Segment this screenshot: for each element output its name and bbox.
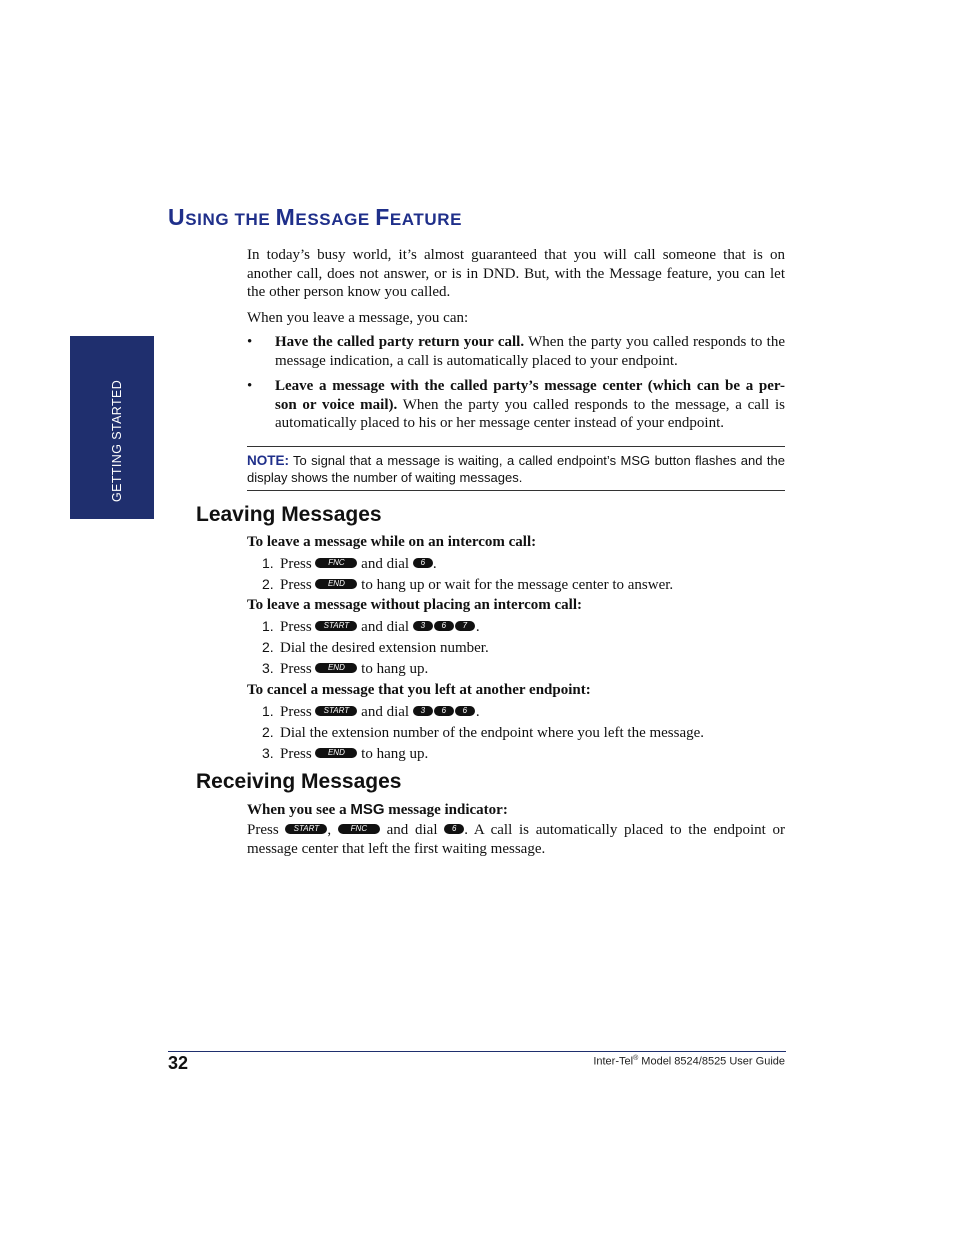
digit-7-key-icon: 7	[455, 621, 475, 631]
bullet-icon: •	[247, 334, 253, 350]
start-key-icon: START	[315, 706, 357, 716]
end-key-icon: END	[315, 663, 357, 673]
note-label: NOTE:	[247, 453, 289, 468]
receiving-paragraph: Press START , FNC and dial 6 . A call is automatically placed to the endpoint or message center that left the first waiting message.	[247, 822, 786, 857]
step: 1. Press START and dial 3 6 7 .	[262, 618, 480, 635]
procedure-heading: When you see a MSG message indicator:	[247, 801, 508, 818]
list-item: • Have the called party return your call. When the party you called responds to the message indication, a call is automatically placed to your endpoint.	[247, 334, 785, 369]
chapter-tab-label: GETTING STARTED	[110, 379, 124, 502]
step: 1. Press START and dial 3 6 6 .	[262, 703, 480, 720]
footer-rule	[168, 1051, 786, 1052]
fnc-key-icon: FNC	[338, 824, 380, 834]
step: 2. Press END to hang up or wait for the message center to answer.	[262, 576, 674, 593]
step: 1. Press FNC and dial 6 .	[262, 555, 437, 572]
step: 2. Dial the desired extension number.	[262, 639, 489, 656]
list-item: • Leave a message with the called party’s message center (which can be a per- son or voice mail). When the party you called responds to the message, a call is automatically placed to his or her message center instead of your endpoint.	[247, 378, 785, 431]
digit-6-key-icon: 6	[434, 706, 454, 716]
heading-receiving-messages: Receiving Messages	[196, 770, 402, 793]
digit-3-key-icon: 3	[413, 706, 433, 716]
digit-6-key-icon: 6	[434, 621, 454, 631]
note-box	[247, 446, 785, 491]
end-key-icon: END	[315, 748, 357, 758]
procedure-heading: To leave a message while on an intercom call:	[247, 534, 537, 550]
start-key-icon: START	[315, 621, 357, 631]
step: 2. Dial the extension number of the endpoint where you left the message.	[262, 724, 705, 741]
heading-leaving-messages: Leaving Messages	[196, 503, 382, 526]
digit-6-key-icon: 6	[444, 824, 464, 834]
digit-6-key-icon: 6	[413, 558, 433, 568]
start-key-icon: START	[285, 824, 327, 834]
bullet-icon: •	[247, 378, 253, 394]
step: 3. Press END to hang up.	[262, 660, 429, 677]
digit-3-key-icon: 3	[413, 621, 433, 631]
page-number: 32	[168, 1053, 189, 1073]
fnc-key-icon: FNC	[315, 558, 357, 568]
intro-lead: When you leave a message, you can:	[247, 310, 469, 326]
procedure-heading: To leave a message without placing an intercom call:	[247, 597, 582, 613]
section-title: USING THE MESSAGE FEATURE	[168, 204, 463, 230]
procedure-heading: To cancel a message that you left at another endpoint:	[247, 682, 591, 698]
footer-title: Inter-Tel® Model 8524/8525 User Guide	[593, 1055, 785, 1068]
intro-paragraph: In today’s busy world, it’s almost guaranteed that you will call someone that is on another call, does not answer, or is in DND. But, with the Message feature, you can let the other person know you called.	[247, 247, 785, 300]
step: 3. Press END to hang up.	[262, 745, 429, 762]
digit-6-key-icon: 6	[455, 706, 475, 716]
note-text: To signal that a message is waiting, a called endpoint’s MSG button flashes and the display shows the number of waiting messages.	[247, 453, 785, 485]
end-key-icon: END	[315, 579, 357, 589]
